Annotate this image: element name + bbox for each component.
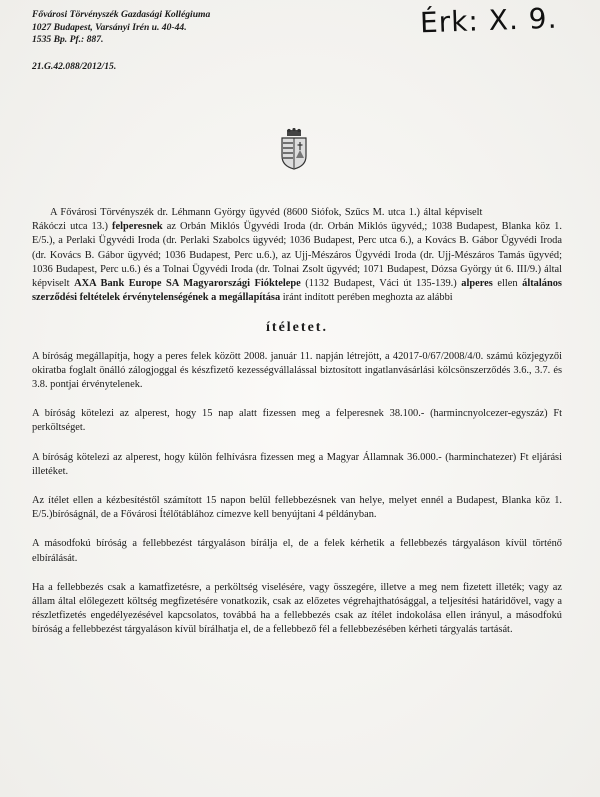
intro-text-1: A Fővárosi Törvényszék dr. Léhmann György ügyvéd (8600 Siófok, Szűcs M. utca 1.) által képviselt bbox=[50, 207, 483, 218]
court-address: 1027 Budapest, Varsányi Irén u. 40-44. bbox=[32, 21, 187, 33]
ruling-paragraph-1: A bíróság megállapítja, hogy a peres felek között 2008. január 11. napján létrejött, a 42017-0/67/2008/4/0. számú közjegyzői okiratba foglalt önálló zálogjoggal és készfizető kezességvállalással biztosított ingatlanvásárlási kölcsönszerződés 3.6., 3.7. és 3.8. pontjai érvénytelenek. bbox=[32, 350, 562, 391]
case-subject: általános szerződési feltételek érvénytelenségének a megállapítása bbox=[32, 278, 562, 304]
intro-text-3: az Orbán Miklós Ügyvédi Iroda (dr. Orbán Miklós ügyvéd,; 1038 Budapest, Blanka köz 1. E/5.), a Perlaki Ügyvédi Iroda (dr. Perlaki Szabolcs ügyvéd; 1036 Budapest, Perc utca 6.), a Kovács B. Gábor Ügyvédi Iroda (dr. Kovács B. Gábor ügyvéd; 1036 Budapest, Perc u.6.), az Ujj-Mészáros Ügyvédi Iroda (dr. Ujj-Mészáros Tamás ügyvéd; 1036 Budapest, Perc u.6.) és a Tolnai Ügyvédi Iroda (dr. Tolnai Zsolt ügyvéd; 1071 Budapest, Dózsa György út 6. III/9.) által képviselt bbox=[32, 221, 562, 290]
coat-of-arms-icon bbox=[279, 128, 309, 170]
case-reference-number: 21.G.42.088/2012/15. bbox=[32, 60, 117, 72]
court-header bbox=[32, 9, 210, 73]
verdict-title: ítéletet. bbox=[266, 320, 328, 336]
redacted-area bbox=[486, 207, 562, 218]
intro-text-2: Rákóczi utca 13.) bbox=[32, 221, 108, 233]
intro-text-6: iránt indított perében meghozta az alábbi bbox=[282, 292, 453, 304]
handwritten-received-note: Érk: X. 9. bbox=[419, 1, 558, 40]
judgment-body bbox=[32, 206, 562, 638]
defendant-name: AXA Bank Europe SA Magyarországi Fióktelepe bbox=[74, 278, 301, 290]
intro-text-4: (1132 Budapest, Váci út 135-139.) bbox=[305, 278, 457, 290]
appeal-paragraph: Az ítélet ellen a kézbesítéstől számított 15 napon belül fellebbezésnek van helye, melyet ennél a Budapest, Blanka köz 1. E/5.)bíróságnál, de a Fővárosi Ítélőtáblához címezve kell benyújtani 4 példányban. bbox=[32, 495, 562, 521]
ruling-paragraph-3: A bíróság kötelezi az alperest, hogy külön felhívásra fizessen meg a Magyar Államnak 36.000.- (harminchatezer) Ft eljárási illetéket. bbox=[32, 451, 562, 477]
court-name: Fővárosi Törvényszék Gazdasági Kollégiuma bbox=[32, 9, 211, 20]
court-po-box: 1535 Bp. Pf.: 887. bbox=[32, 34, 104, 46]
defendant-label: alperes bbox=[461, 278, 493, 290]
intro-text-5: ellen bbox=[497, 278, 518, 290]
plaintiff-label: felperesnek bbox=[112, 221, 163, 233]
second-instance-paragraph: A másodfokú bíróság a fellebbezést tárgyaláson bírálja el, de a felek kérhetik a fellebbezés tárgyaláson kívül történő elbírálását. bbox=[32, 538, 562, 564]
ruling-paragraph-2: A bíróság kötelezi az alperest, hogy 15 nap alatt fizessen meg a felperesnek 38.100.- (harmincnyolcezer-egyszáz) Ft perköltséget. bbox=[32, 408, 562, 434]
appeal-conditions-paragraph: Ha a fellebbezés csak a kamatfizetésre, a perköltség viselésére, vagy összegére, illetve a meg nem fizetett illeték; vagy az állam által előlegezett költség megfizetésére vonatkozik, csak az előzetes végrehajthatósággal, a teljesítési határidővel, vagy a részletfizetés engedélyezésével kapcsolatos, továbbá ha a fellebbezés csak az ítélet indokolása ellen irányul, a másodfokú bíróság a fellebbezést tárgyaláson kívül bírálhatja el, de a fellebbező fél a fellebbezésében kérheti tárgyalás tartását. bbox=[32, 581, 562, 636]
intro-paragraph bbox=[32, 206, 562, 305]
